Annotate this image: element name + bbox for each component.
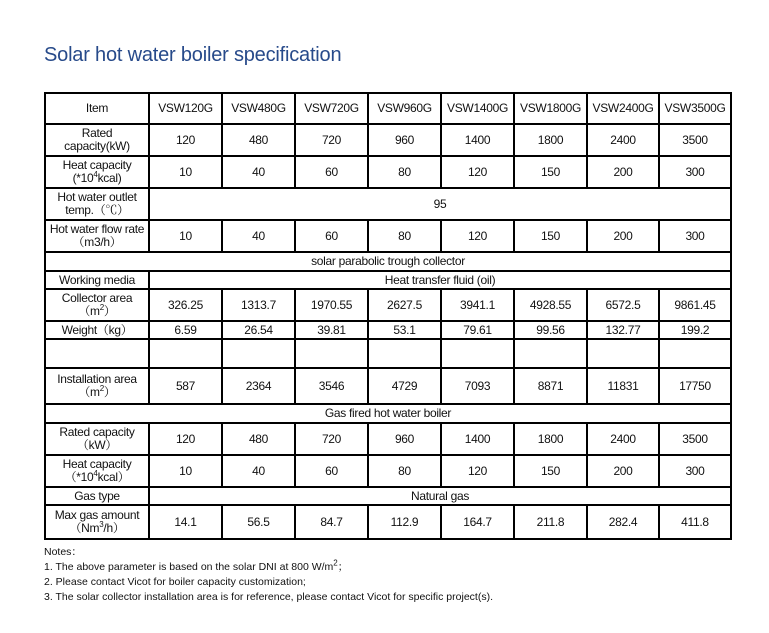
table-cell: 53.1 bbox=[368, 321, 441, 339]
header-model: VSW2400G bbox=[587, 93, 659, 124]
table-cell: 164.7 bbox=[441, 505, 514, 539]
table-cell: 10 bbox=[149, 220, 222, 252]
gas-heat-capacity-row bbox=[45, 455, 731, 487]
collector-area-row bbox=[45, 289, 731, 321]
max-gas-row bbox=[45, 505, 731, 539]
table-cell bbox=[368, 339, 441, 368]
table-cell: 720 bbox=[295, 124, 368, 156]
table-cell: 480 bbox=[222, 423, 295, 455]
table-cell: 10 bbox=[149, 156, 222, 188]
table-cell: 3500 bbox=[659, 423, 731, 455]
table-cell: 480 bbox=[222, 124, 295, 156]
header-model: VSW1800G bbox=[514, 93, 587, 124]
table-cell: 300 bbox=[659, 220, 731, 252]
table-cell: 200 bbox=[587, 455, 659, 487]
note-1: 1. The above parameter is based on the solar DNI at 800 $W/m^2$； bbox=[44, 558, 349, 573]
row-label: Working media bbox=[45, 271, 149, 289]
table-cell: 7093 bbox=[441, 368, 514, 404]
table-cell: 84.7 bbox=[295, 505, 368, 539]
row-label: Hot water outlet temp.（℃） bbox=[45, 188, 149, 220]
table-cell: 960 bbox=[368, 124, 441, 156]
heat-capacity-row bbox=[45, 156, 731, 188]
table-cell: 150 bbox=[514, 220, 587, 252]
table-cell: 411.8 bbox=[659, 505, 731, 539]
table-cell: 17750 bbox=[659, 368, 731, 404]
table-cell: 26.54 bbox=[222, 321, 295, 339]
table-cell: 14.1 bbox=[149, 505, 222, 539]
table-cell: 3500 bbox=[659, 124, 731, 156]
table-cell: 79.61 bbox=[441, 321, 514, 339]
table-cell: 120 bbox=[149, 124, 222, 156]
table-cell: 1313.7 bbox=[222, 289, 295, 321]
table-cell: 39.81 bbox=[295, 321, 368, 339]
outlet-temp-row bbox=[45, 188, 731, 220]
gas-type-row bbox=[45, 487, 731, 505]
header-model: VSW960G bbox=[368, 93, 441, 124]
table-cell: 4928.55 bbox=[514, 289, 587, 321]
header-model: VSW720G bbox=[295, 93, 368, 124]
table-cell: 9861.45 bbox=[659, 289, 731, 321]
table-cell: 1400 bbox=[441, 423, 514, 455]
table-cell: 6572.5 bbox=[587, 289, 659, 321]
row-label: Weight（kg） bbox=[45, 321, 149, 339]
note-3: 3. The solar collector installation area is for reference, please contact Vicot for specific project(s). bbox=[44, 591, 493, 603]
table-cell: 150 bbox=[514, 455, 587, 487]
row-label: Gas type bbox=[45, 487, 149, 505]
section-solar-row bbox=[45, 252, 731, 271]
section-gas-row bbox=[45, 404, 731, 423]
table-cell: 80 bbox=[368, 455, 441, 487]
table-cell: 120 bbox=[441, 156, 514, 188]
table-cell: 960 bbox=[368, 423, 441, 455]
table-cell: 60 bbox=[295, 156, 368, 188]
table-cell: 150 bbox=[514, 156, 587, 188]
weight-row bbox=[45, 321, 731, 339]
section-heading: solar parabolic trough collector bbox=[45, 252, 731, 271]
section-heading: Gas fired hot water boiler bbox=[45, 404, 731, 423]
rated-capacity-row bbox=[45, 124, 731, 156]
table-cell: 326.25 bbox=[149, 289, 222, 321]
header-model: VSW120G bbox=[149, 93, 222, 124]
table-cell: 211.8 bbox=[514, 505, 587, 539]
table-cell: 1400 bbox=[441, 124, 514, 156]
table-cell: 40 bbox=[222, 220, 295, 252]
table-cell: 60 bbox=[295, 455, 368, 487]
table-cell: 120 bbox=[441, 220, 514, 252]
table-cell: 300 bbox=[659, 455, 731, 487]
row-label: Rated capacity(kW) bbox=[45, 124, 149, 156]
empty-row bbox=[45, 339, 731, 368]
table-cell: 132.77 bbox=[587, 321, 659, 339]
table-cell bbox=[149, 339, 222, 368]
spec-table bbox=[44, 92, 732, 540]
installation-area-row bbox=[45, 368, 731, 404]
table-cell: 1800 bbox=[514, 124, 587, 156]
table-cell: 80 bbox=[368, 220, 441, 252]
header-row bbox=[45, 93, 731, 124]
working-media-row bbox=[45, 271, 731, 289]
table-cell bbox=[659, 339, 731, 368]
table-cell bbox=[514, 339, 587, 368]
table-cell: 2364 bbox=[222, 368, 295, 404]
table-cell: 56.5 bbox=[222, 505, 295, 539]
table-cell bbox=[45, 339, 149, 368]
table-cell: 120 bbox=[441, 455, 514, 487]
notes bbox=[44, 545, 493, 605]
header-model: VSW3500G bbox=[659, 93, 731, 124]
table-cell: 200 bbox=[587, 156, 659, 188]
table-cell: 1800 bbox=[514, 423, 587, 455]
table-cell: 60 bbox=[295, 220, 368, 252]
table-cell: 587 bbox=[149, 368, 222, 404]
row-label: Installation area $(m^2)$ bbox=[45, 368, 149, 404]
table-cell: 300 bbox=[659, 156, 731, 188]
header-model: VSW480G bbox=[222, 93, 295, 124]
table-cell: 4729 bbox=[368, 368, 441, 404]
table-cell bbox=[295, 339, 368, 368]
table-cell bbox=[441, 339, 514, 368]
table-cell: 10 bbox=[149, 455, 222, 487]
table-cell: 40 bbox=[222, 455, 295, 487]
row-label: Max gas amount （Nm$^3$/h） bbox=[45, 505, 149, 539]
table-cell: 3546 bbox=[295, 368, 368, 404]
table-cell: 6.59 bbox=[149, 321, 222, 339]
table-cell: 1970.55 bbox=[295, 289, 368, 321]
table-cell: 2627.5 bbox=[368, 289, 441, 321]
table-cell: 2400 bbox=[587, 423, 659, 455]
table-cell: 200 bbox=[587, 220, 659, 252]
table-cell: 282.4 bbox=[587, 505, 659, 539]
table-cell: 99.56 bbox=[514, 321, 587, 339]
row-label: Collector area $(m^2)$ bbox=[45, 289, 149, 321]
table-cell: 2400 bbox=[587, 124, 659, 156]
table-cell: 95 bbox=[149, 188, 731, 220]
table-cell: 112.9 bbox=[368, 505, 441, 539]
table-cell: 11831 bbox=[587, 368, 659, 404]
row-label: Rated capacity （kW） bbox=[45, 423, 149, 455]
table-cell bbox=[222, 339, 295, 368]
row-label: Hot water flow rate （m3/h） bbox=[45, 220, 149, 252]
flow-rate-row bbox=[45, 220, 731, 252]
table-cell: 120 bbox=[149, 423, 222, 455]
header-model: VSW1400G bbox=[441, 93, 514, 124]
note-2: 2. Please contact Vicot for boiler capacity customization; bbox=[44, 576, 306, 588]
table-cell bbox=[587, 339, 659, 368]
table-cell: Natural gas bbox=[149, 487, 731, 505]
table-cell: 40 bbox=[222, 156, 295, 188]
page-title: Solar hot water boiler specification bbox=[44, 44, 342, 66]
row-label: Heat capacity $(*10^4kcal)$ bbox=[45, 156, 149, 188]
table-cell: Heat transfer fluid (oil) bbox=[149, 271, 731, 289]
table-cell: 8871 bbox=[514, 368, 587, 404]
row-label: Heat capacity $(*10^4kcal)$ bbox=[45, 455, 149, 487]
table-cell: 3941.1 bbox=[441, 289, 514, 321]
gas-rated-capacity-row bbox=[45, 423, 731, 455]
table-cell: 199.2 bbox=[659, 321, 731, 339]
table-cell: 80 bbox=[368, 156, 441, 188]
table-cell: 720 bbox=[295, 423, 368, 455]
notes-heading: Notes： bbox=[44, 546, 82, 558]
header-item: Item bbox=[45, 93, 149, 124]
